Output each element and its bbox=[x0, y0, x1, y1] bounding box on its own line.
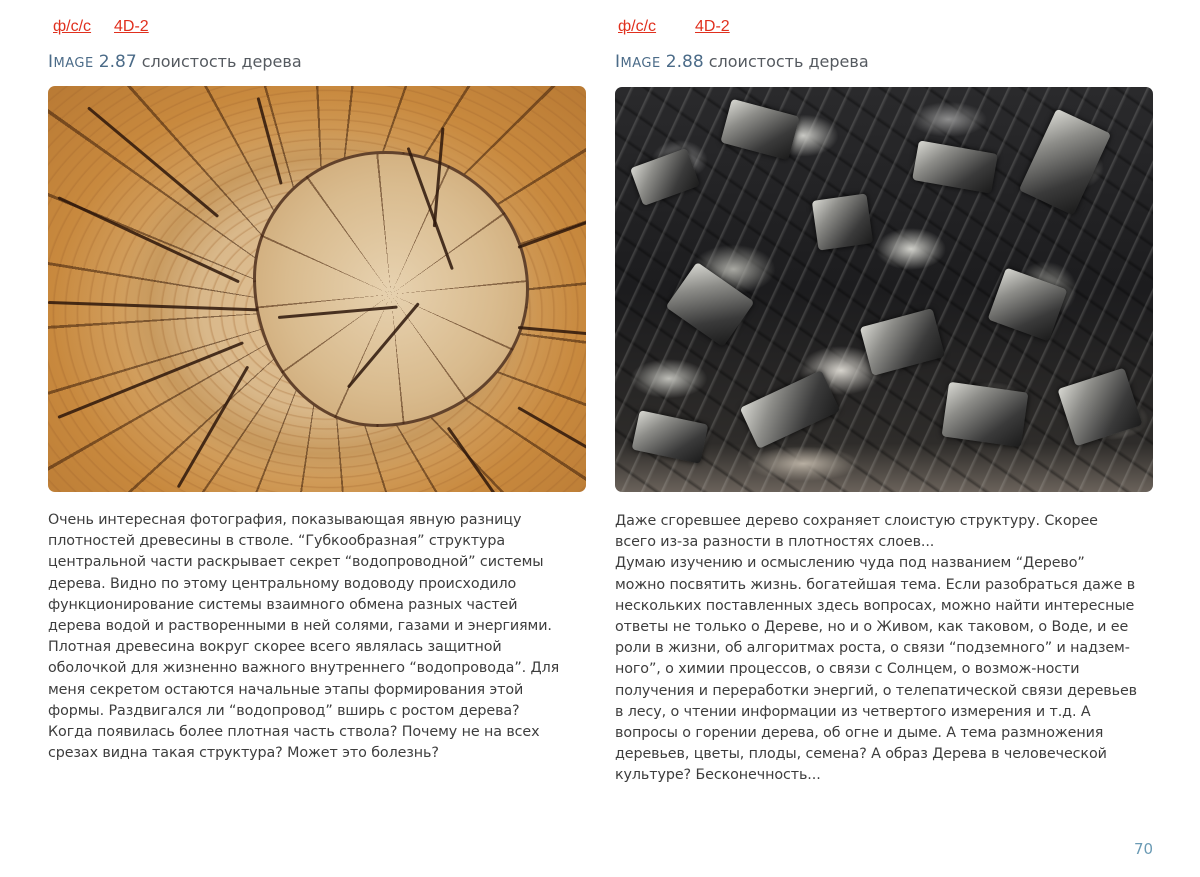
text-line: меня секретом остаются начальные этапы формирования этой bbox=[48, 681, 524, 698]
text-line: дерева водой и растворенными в ней солями, газами и энергиями. bbox=[48, 618, 552, 635]
crack bbox=[87, 106, 219, 218]
crack bbox=[57, 341, 244, 419]
text-line: формы. Раздвигался ли “водопровод” вширь с ростом дерева? bbox=[48, 702, 520, 719]
text-line: можно посвятить жизнь. богатейшая тема. Если разобраться даже в bbox=[615, 576, 1136, 593]
text-line: Думаю изучению и осмыслению чуда под названием “Дерево” bbox=[615, 555, 1085, 572]
text-line: роли в жизни, об алгоритмах роста, о связи “подземного” и надзем- bbox=[615, 640, 1130, 657]
text-line: в лесу, о чтении информации из четвертого измерения и т.д. А bbox=[615, 703, 1091, 720]
crack bbox=[518, 326, 586, 338]
text-line: получения и переработки энергий, о телепатической связи деревьев bbox=[615, 682, 1137, 699]
coal-piece bbox=[1057, 368, 1142, 447]
caption-label: IMAGE bbox=[615, 52, 661, 72]
coal-piece bbox=[740, 370, 841, 449]
caption-label: IMAGE bbox=[48, 52, 94, 72]
coal-piece bbox=[1019, 109, 1111, 216]
text-line: центральной части раскрывает секрет “водопроводной” системы bbox=[48, 554, 544, 571]
coal-piece bbox=[912, 140, 998, 193]
text-line: нескольких поставленных здесь вопросах, можно найти интересные bbox=[615, 597, 1135, 614]
right-body-text bbox=[615, 511, 1160, 787]
crack bbox=[48, 301, 258, 311]
crack bbox=[517, 406, 586, 469]
text-line: всего из-за разности в плотностях слоев... bbox=[615, 534, 935, 551]
tag-link-4d2[interactable]: 4D-2 bbox=[695, 18, 730, 35]
text-line: срезах видна такая структура? Может это болезнь? bbox=[48, 745, 439, 762]
coal-piece bbox=[720, 99, 799, 161]
text-line: Очень интересная фотография, показывающая явную разницу bbox=[48, 512, 522, 528]
text-line: плотностей древесины в стволе. “Губкообразная” структура bbox=[48, 533, 505, 550]
text-line: ответы не только о Дереве, но и о Живом, как таковом, о Воде, и ее bbox=[615, 619, 1129, 636]
crack bbox=[257, 97, 283, 185]
text-line: функционирование системы взаимного обмена разных частей bbox=[48, 596, 518, 613]
coal-piece bbox=[630, 148, 700, 206]
page-number: 70 bbox=[1134, 840, 1154, 858]
image-caption bbox=[615, 52, 869, 72]
coal-piece bbox=[860, 308, 945, 376]
charcoal-photo bbox=[615, 87, 1153, 492]
text-line: дерева. Видно по этому центральному водоводу происходило bbox=[48, 575, 517, 592]
text-line: деревьев, цветы, плоды, семена? А образ Дерева в человеческой bbox=[615, 746, 1107, 763]
caption-text: слоистость дерева bbox=[708, 52, 869, 71]
wood-core bbox=[253, 151, 529, 427]
coal-piece bbox=[988, 268, 1068, 342]
text-line: Когда появилась более плотная часть ствола? Почему не на всех bbox=[48, 724, 540, 741]
crack bbox=[517, 208, 586, 248]
text-line: оболочкой для жизненно важного внутреннего “водопровода”. Для bbox=[48, 660, 560, 677]
image-caption bbox=[48, 52, 302, 72]
caption-text: слоистость дерева bbox=[141, 52, 302, 71]
crack bbox=[447, 427, 513, 492]
caption-number: 2.88 bbox=[665, 52, 704, 72]
caption-number: 2.87 bbox=[98, 52, 137, 72]
coal-piece bbox=[942, 382, 1029, 448]
tag-link-fss[interactable]: ф/с/с bbox=[618, 18, 657, 35]
tag-link-fss[interactable]: ф/с/с bbox=[53, 18, 92, 35]
coal-piece bbox=[666, 262, 755, 347]
left-body-text bbox=[48, 510, 593, 764]
text-line: Плотная древесина вокруг скорее всего являлась защитной bbox=[48, 639, 502, 656]
text-line: культуре? Бесконечность... bbox=[615, 767, 821, 784]
wood-stump-photo bbox=[48, 86, 586, 492]
text-line: вопросы о горении дерева, об огне и дыме. А тема размножения bbox=[615, 725, 1104, 742]
coal-piece bbox=[632, 410, 709, 464]
text-line: Даже сгоревшее дерево сохраняет слоистую структуру. Скорее bbox=[615, 513, 1098, 529]
crack bbox=[177, 366, 250, 489]
tag-link-4d2[interactable]: 4D-2 bbox=[114, 18, 149, 35]
coal-piece bbox=[812, 193, 873, 250]
text-line: ного”, о химии процессов, о связи с Солнцем, о возмож-ности bbox=[615, 661, 1080, 678]
